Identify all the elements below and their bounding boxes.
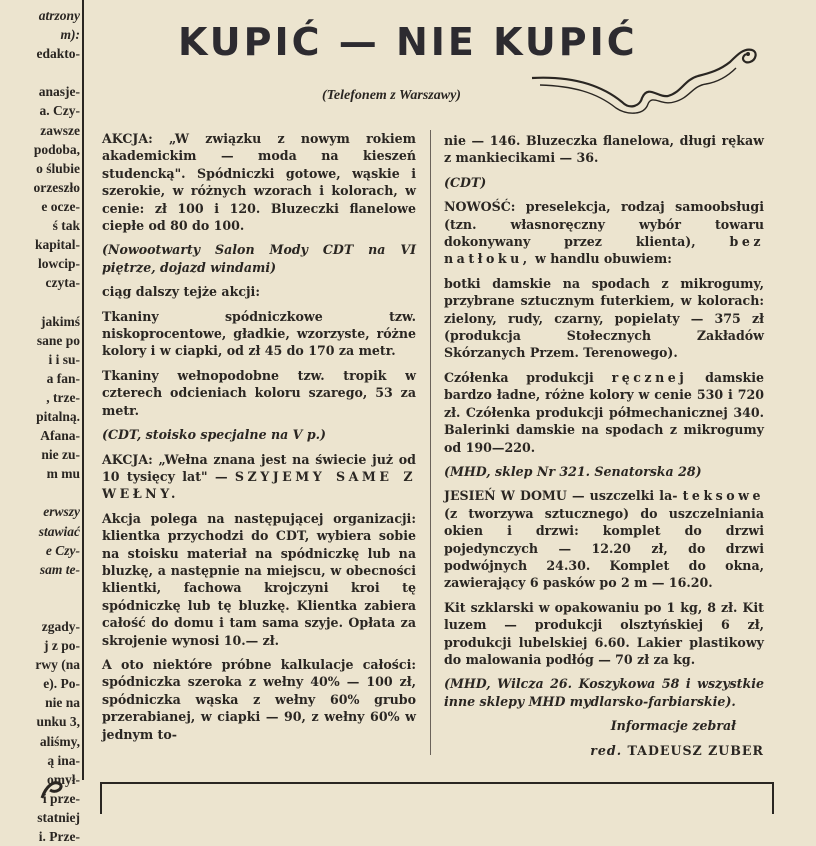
- signature-author: red. TADEUSZ ZUBER: [590, 742, 764, 758]
- fragment-line: statniej: [37, 809, 80, 825]
- paragraph: NOWOŚĆ: preselekcja, rodzaj samoobsługi (tzn. własnoręczny wybór towaru dokonywany przez klienta), bez natłoku, w handlu obuwiem:: [444, 199, 765, 267]
- fragment-line: jakimś: [40, 313, 80, 329]
- paragraph: JESIEŃ W DOMU — uszczelki la- teksowe (z tworzywa sztucznego) do uszczelniania okien i drzwi: komplet do drzwi pojedynczych — 12.20 zł, do drzwi podwójnych 24.30. Komplet do okna, zawierający 6 pasków po 2 m — 16.20.: [444, 488, 765, 591]
- fragment-line: erwszy: [43, 504, 80, 520]
- spaced-emphasis: bez natłoku,: [444, 234, 765, 267]
- fragment-line: anasje-: [38, 84, 80, 100]
- paragraph: nie — 146. Bluzeczka flanelowa, długi rękaw z mankiecikami — 36.: [444, 133, 764, 166]
- paragraph: Tkaniny wełnopodobne tzw. tropik w czterech odcieniach koloru szarego, 53 za metr.: [102, 367, 416, 418]
- article-column-2: [444, 132, 764, 766]
- fragment-line: orzeszło: [33, 179, 80, 195]
- fragment-line: m mu: [46, 466, 80, 482]
- fragment-line: j z po-: [44, 638, 80, 654]
- fragment-line: e ocze-: [41, 198, 80, 214]
- fragment-line: a fan-: [46, 370, 80, 386]
- spaced-emphasis: ręcznej: [611, 369, 688, 385]
- fragment-line: lowcip-: [38, 256, 80, 272]
- fragment-line: , trze-: [46, 389, 80, 405]
- fragment-line: aliśmy,: [39, 733, 80, 749]
- section-label: NOWOŚĆ:: [444, 199, 516, 215]
- paragraph: botki damskie na spodach z mikrogumy, przybrane sztucznym futerkiem, w kolorach: zielony, rudy, czarny, popielaty — 375 zł (produkcja Stołecznych Zakładów Skórzanych Przem. Terenowego).: [444, 275, 764, 361]
- fragment-line: i. Prze-: [38, 829, 80, 845]
- paragraph: Czółenka produkcji ręcznej damskie bardzo ładne, różne kolory w cenie 530 i 720 zł. Czółenka produkcji półmechanicznej 340. Balerinki damskie na spodach z mikrogumy od 190—220.: [444, 369, 765, 455]
- fragment-line: zawsze: [40, 122, 80, 138]
- fragment-line: e). Po-: [43, 676, 80, 692]
- section-label: AKCJA:: [102, 451, 153, 467]
- source-note: (Nowootwarty Salon Mody CDT na VI piętrze, dojazd windami): [102, 242, 416, 275]
- fragment-line: o ślubie: [36, 160, 80, 176]
- next-article-frame: [100, 782, 774, 814]
- fragment-line: [0, 292, 80, 311]
- fragment-line: czyta-: [45, 275, 80, 291]
- fragment-line: nie zu-: [41, 447, 80, 463]
- fragment-line: [0, 63, 80, 82]
- fragment-line: m):: [60, 27, 80, 43]
- fragment-line: zgady-: [41, 619, 80, 634]
- paragraph: Kit szklarski w opakowaniu po 1 kg, 8 zł. Kit luzem — produkcji olsztyńskiej 6 zł, produkcji lubelskiej 6.60. Lakier plastikowy do malowania podłóg — 70 zł za kg.: [444, 599, 764, 667]
- column-rule: [82, 0, 84, 780]
- fragment-line: stawiać: [38, 523, 80, 539]
- fragment-line: rwy (na: [35, 657, 80, 673]
- spaced-emphasis: SZYJEMY SAME Z WEŁNY.: [102, 468, 417, 502]
- section-label: AKCJA:: [102, 131, 153, 146]
- source-note: (MHD, sklep Nr 321. Senatorska 28): [444, 463, 702, 479]
- fragment-line: a. Czy-: [39, 103, 80, 119]
- fragment-line: omył-: [47, 771, 80, 787]
- fragment-line: i i su-: [48, 351, 80, 367]
- source-note: (CDT, stoisko specjalne na V p.): [102, 427, 326, 443]
- fragment-line: ś tak: [52, 218, 80, 234]
- fragment-line: sam te-: [39, 561, 80, 577]
- fragment-line: edakto-: [36, 46, 80, 62]
- fragment-line: unku 3,: [36, 714, 80, 730]
- source-note: (CDT): [444, 174, 487, 190]
- fragment-line: podoba,: [33, 141, 80, 157]
- fragment-line: kapital-: [34, 237, 80, 253]
- fragment-line: i prze-: [42, 790, 80, 806]
- paragraph: A oto niektóre próbne kalkulacje całości: spódniczka szeroka z wełny 40% — 100 zł, spódniczka wąska z wełny 60% grubo przerabianej, w ciapki — 90, z wełny 60% w jednym to-: [102, 656, 416, 742]
- paragraph: ciąg dalszy tejże akcji:: [102, 284, 260, 300]
- column-separator: [430, 130, 431, 755]
- fragment-line: e Czy-: [45, 542, 80, 558]
- signature-label: Informacje zebrał: [610, 718, 736, 734]
- fragment-line: atrzony: [38, 8, 80, 23]
- byline: (Telefonem z Warszawy): [322, 88, 461, 103]
- source-note: (MHD, Wilcza 26. Koszykowa 58 i wszystkie inne sklepy MHD mydlarsko-farbiarskie).: [444, 676, 764, 709]
- fragment-line: pitalną.: [36, 408, 80, 424]
- left-column-fragment: [0, 0, 80, 845]
- paragraph: AKCJA: „W związku z nowym rokiem akademickim — moda na kieszeń studencką". Spódniczki gotowe, wąskie i szerokie, w różnych wzorach i kolorach, w cenie: zł 100 i 120. Bluzeczki flanelowe ciepłe od 80 do 100.: [102, 131, 416, 234]
- ornament-fragment: [38, 776, 78, 800]
- paragraph: Tkaniny spódniczkowe tzw. niskoprocentowe, gładkie, wzorzyste, różne kolory i w ciapki, od zł 45 do 170 za metr.: [102, 308, 416, 359]
- fragment-line: nie na: [45, 695, 80, 711]
- fragment-line: ą ina-: [47, 752, 80, 768]
- fragment-line: [0, 598, 80, 617]
- spaced-emphasis: teksowe: [682, 488, 765, 504]
- fragment-line: Afana-: [40, 428, 80, 444]
- fragment-line: [0, 579, 80, 598]
- squiggle-illustration: [530, 40, 760, 120]
- section-label: JESIEŃ W DOMU: [444, 488, 567, 504]
- paragraph: Akcja polega na następującej organizacji: klientka przychodzi do CDT, wybiera sobie na stoisku materiał na spódniczkę lub na bluzkę, a następnie na miejscu, w obecności klientki, fachowa krojczyni kroi tę spódniczkę lub tę bluzkę. Klientka zabiera całość do domu i tam sama szyje. Opłata za skrojenie wynosi 10.— zł.: [102, 510, 416, 648]
- fragment-line: sane po: [36, 332, 80, 348]
- article-column-1: [102, 130, 416, 750]
- fragment-line: [0, 483, 80, 502]
- paragraph: AKCJA: „Wełna znana jest na świecie już od 10 tysięcy lat" — SZYJEMY SAME Z WEŁNY.: [102, 451, 417, 502]
- article-title: KUPIĆ — NIE KUPIĆ: [178, 20, 638, 64]
